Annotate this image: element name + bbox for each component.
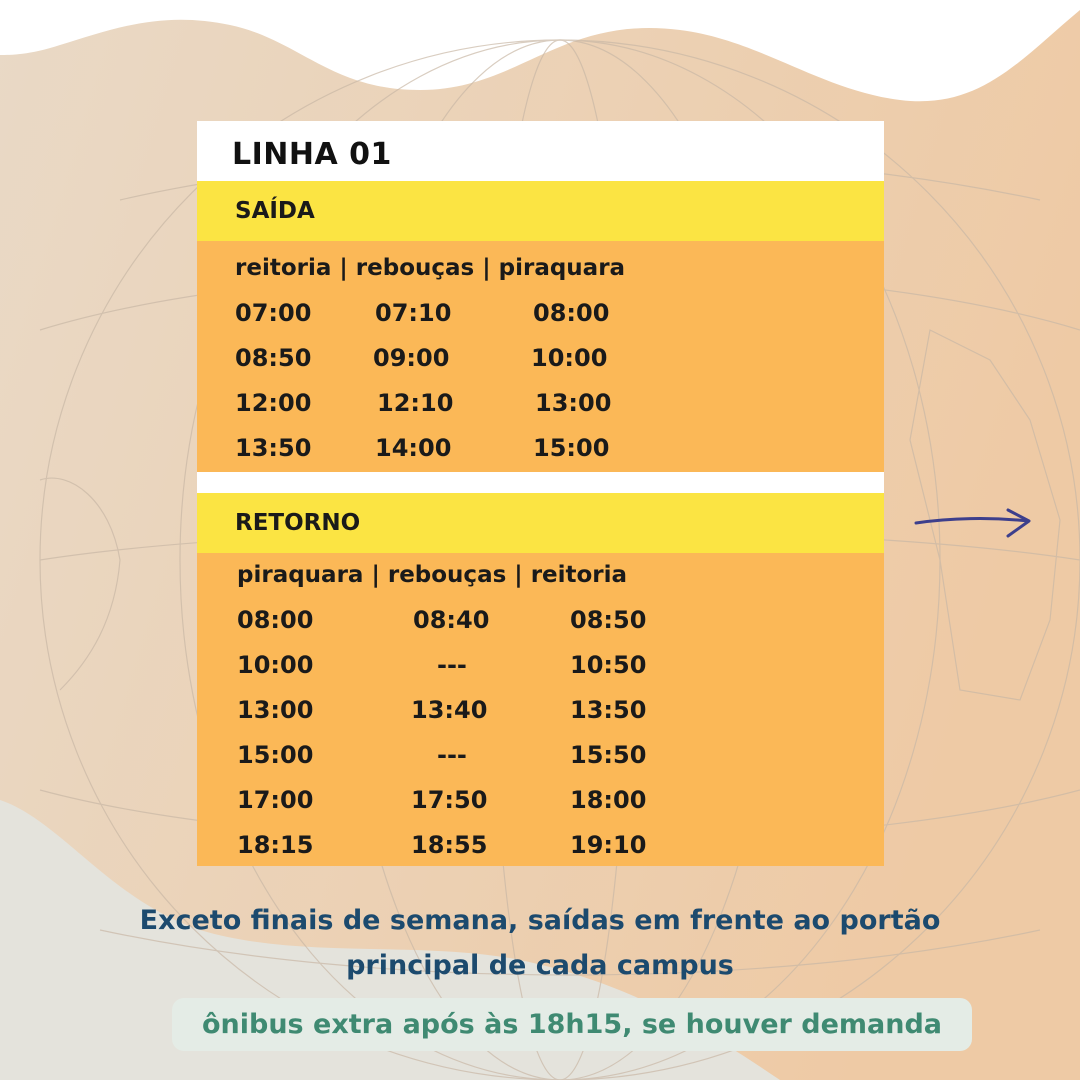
saida-cell: 08:00 <box>533 299 610 327</box>
retorno-cell: 17:00 <box>237 786 314 814</box>
extra-bus-notice: ônibus extra após às 18h15, se houver demanda <box>172 998 972 1051</box>
retorno-cell: 15:50 <box>570 741 647 769</box>
saida-cell: 13:00 <box>535 389 612 417</box>
retorno-heading: RETORNO <box>197 493 884 553</box>
saida-column-header: reitoria | rebouças | piraquara <box>235 255 626 281</box>
saida-table <box>197 241 884 472</box>
saida-cell: 12:10 <box>377 389 454 417</box>
retorno-table <box>197 553 884 866</box>
retorno-cell: 13:50 <box>570 696 647 724</box>
retorno-column-header: piraquara | rebouças | reitoria <box>237 562 628 588</box>
retorno-cell: 08:00 <box>237 606 314 634</box>
footer-note <box>60 898 1020 988</box>
retorno-cell: 18:15 <box>237 831 314 859</box>
retorno-cell: 17:50 <box>411 786 488 814</box>
footer-note-line-1: Exceto finais de semana, saídas em frente ao portão <box>139 905 941 936</box>
schedule-card <box>197 121 884 866</box>
retorno-cell: 18:55 <box>411 831 488 859</box>
saida-cell: 09:00 <box>373 344 450 372</box>
retorno-cell: --- <box>437 651 467 679</box>
retorno-cell: --- <box>437 741 467 769</box>
saida-cell: 14:00 <box>375 434 452 462</box>
retorno-cell: 10:50 <box>570 651 647 679</box>
retorno-cell: 18:00 <box>570 786 647 814</box>
retorno-cell: 08:50 <box>570 606 647 634</box>
retorno-cell: 13:00 <box>237 696 314 724</box>
saida-cell: 07:00 <box>235 299 312 327</box>
retorno-cell: 13:40 <box>411 696 488 724</box>
section-divider <box>197 472 884 493</box>
retorno-cell: 15:00 <box>237 741 314 769</box>
saida-cell: 10:00 <box>531 344 608 372</box>
retorno-cell: 08:40 <box>413 606 490 634</box>
saida-cell: 08:50 <box>235 344 312 372</box>
retorno-cell: 10:00 <box>237 651 314 679</box>
saida-cell: 15:00 <box>533 434 610 462</box>
saida-cell: 13:50 <box>235 434 312 462</box>
saida-heading: SAÍDA <box>197 181 884 241</box>
footer-note-line-2: principal de cada campus <box>346 950 734 981</box>
saida-cell: 12:00 <box>235 389 312 417</box>
saida-cell: 07:10 <box>375 299 452 327</box>
line-title: LINHA 01 <box>197 121 884 181</box>
retorno-cell: 19:10 <box>570 831 647 859</box>
